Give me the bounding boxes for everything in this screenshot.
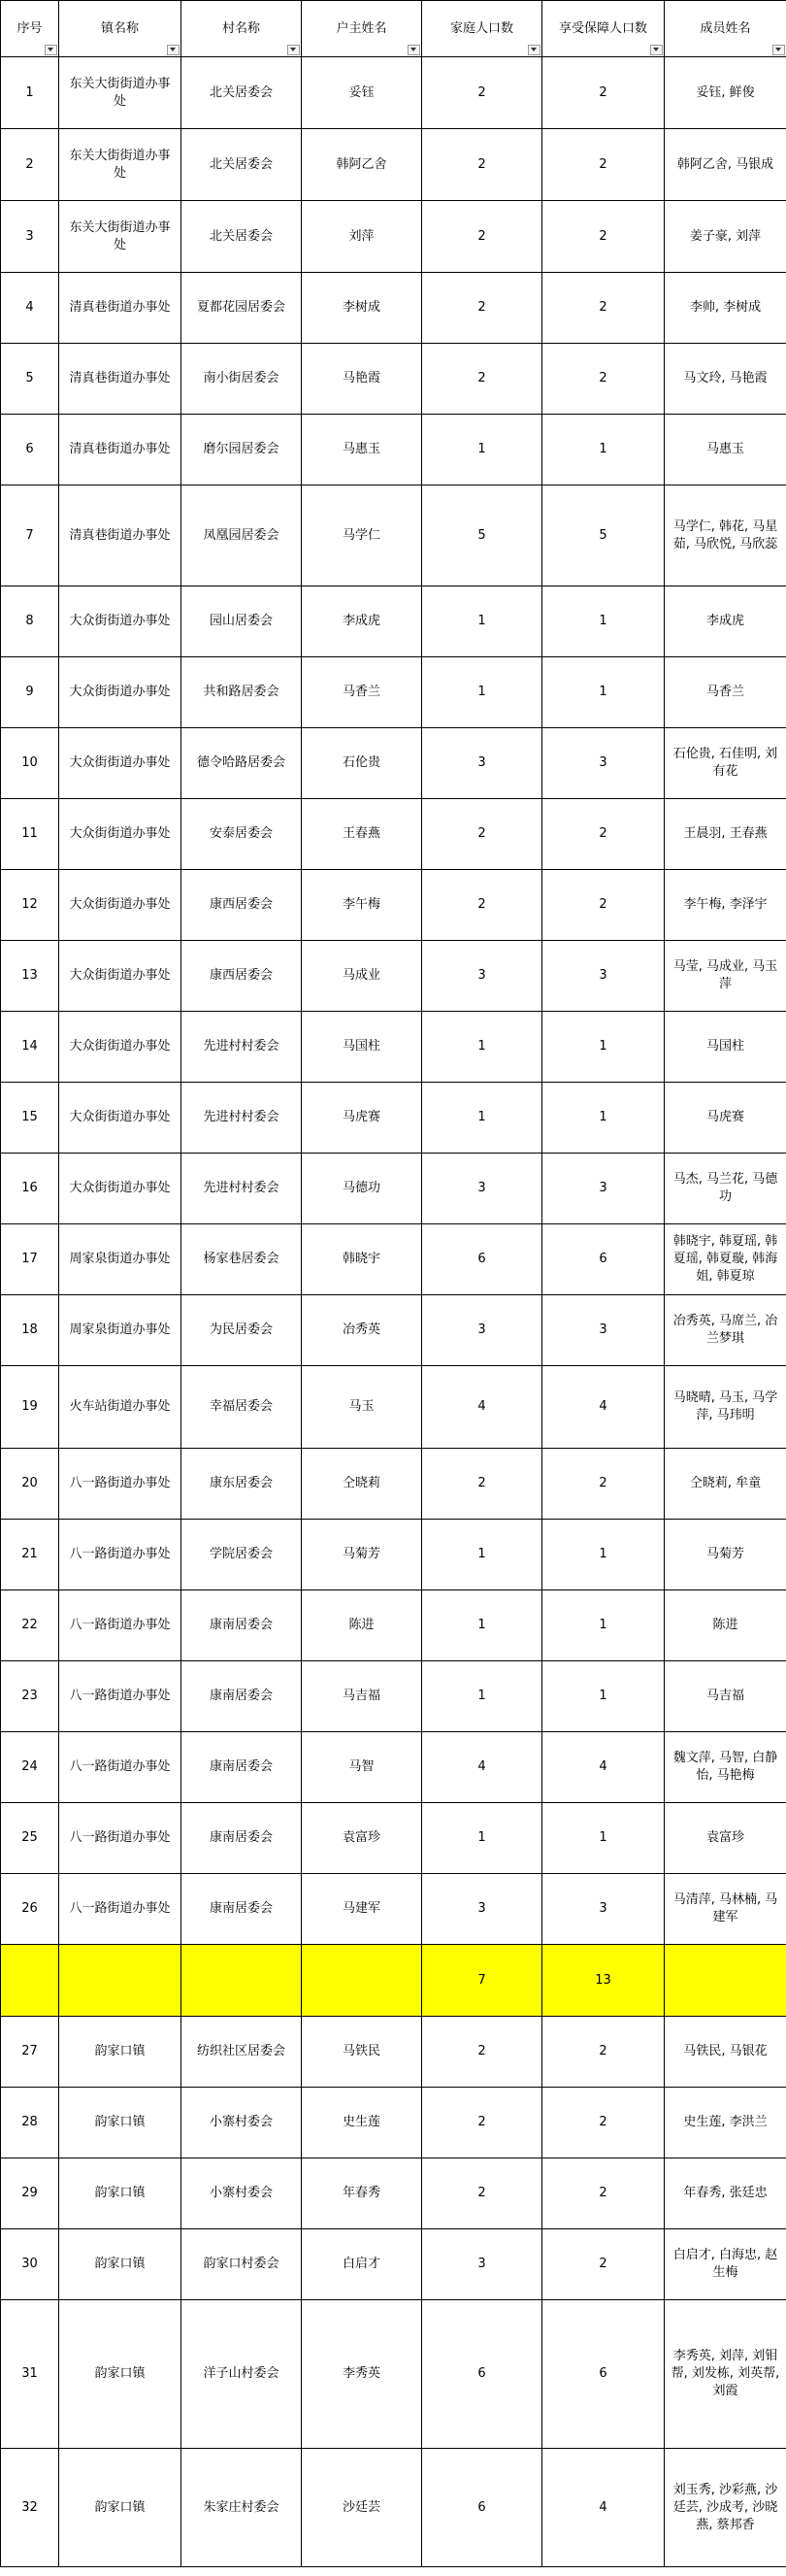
member-names[interactable]: 袁富珍: [665, 1803, 786, 1874]
row-number[interactable]: 18: [1, 1295, 59, 1366]
row-number[interactable]: 31: [1, 2300, 59, 2449]
family-size[interactable]: 2: [422, 870, 542, 941]
town-name[interactable]: 大众街街道办事处: [59, 1083, 181, 1154]
table-row: [1, 1520, 786, 1590]
covered-count[interactable]: 1: [542, 1083, 665, 1154]
filter-dropdown-icon[interactable]: [772, 45, 785, 55]
covered-count[interactable]: 2: [542, 344, 665, 415]
household-head[interactable]: 马智: [302, 1732, 422, 1803]
town-name[interactable]: 韵家口镇: [59, 2449, 181, 2567]
village-name[interactable]: 北关居委会: [181, 57, 302, 129]
member-names[interactable]: 石伦贵, 石佳明, 刘有花: [665, 728, 786, 799]
covered-count[interactable]: 2: [542, 2017, 665, 2088]
family-size[interactable]: 1: [422, 1520, 542, 1590]
row-number[interactable]: 27: [1, 2017, 59, 2088]
table-row: [1, 1224, 786, 1295]
member-names[interactable]: 魏文萍, 马智, 白静怡, 马艳梅: [665, 1732, 786, 1803]
member-names[interactable]: 年春秀, 张廷忠: [665, 2158, 786, 2229]
covered-count[interactable]: 5: [542, 485, 665, 586]
table-row: [1, 2449, 786, 2567]
village-name[interactable]: 先进村村委会: [181, 1083, 302, 1154]
row-number[interactable]: 22: [1, 1590, 59, 1661]
household-head[interactable]: 李树成: [302, 273, 422, 344]
table-row: [1, 799, 786, 870]
village-name[interactable]: 纺织社区居委会: [181, 2017, 302, 2088]
village-name[interactable]: 康南居委会: [181, 1874, 302, 1945]
town-name[interactable]: 清真巷街道办事处: [59, 273, 181, 344]
family-size[interactable]: 1: [422, 657, 542, 728]
row-number[interactable]: 16: [1, 1154, 59, 1224]
town-name[interactable]: 八一路街道办事处: [59, 1732, 181, 1803]
covered-count[interactable]: 1: [542, 1012, 665, 1083]
table-row: [1, 657, 786, 728]
row-number[interactable]: 1: [1, 57, 59, 129]
household-head[interactable]: 马国柱: [302, 1012, 422, 1083]
row-number[interactable]: 7: [1, 485, 59, 586]
row-number[interactable]: 25: [1, 1803, 59, 1874]
member-names[interactable]: 王晨羽, 王春燕: [665, 799, 786, 870]
header-family: 家庭人口数: [422, 1, 542, 57]
village-name[interactable]: 安泰居委会: [181, 799, 302, 870]
household-head[interactable]: 马铁民: [302, 2017, 422, 2088]
village-name[interactable]: 幸福居委会: [181, 1366, 302, 1449]
household-head[interactable]: 刘萍: [302, 201, 422, 273]
town-name[interactable]: 东关大街街道办事处: [59, 57, 181, 129]
household-head[interactable]: 史生莲: [302, 2088, 422, 2158]
village-name[interactable]: [181, 1945, 302, 2017]
table-row: [1, 586, 786, 657]
family-size[interactable]: 1: [422, 1590, 542, 1661]
table-row: [1, 1732, 786, 1803]
table-row: [1, 129, 786, 201]
member-names[interactable]: 马杰, 马兰花, 马德功: [665, 1154, 786, 1224]
town-name[interactable]: 韵家口镇: [59, 2088, 181, 2158]
covered-count[interactable]: 1: [542, 586, 665, 657]
family-size[interactable]: 2: [422, 201, 542, 273]
table-row: [1, 2088, 786, 2158]
town-name[interactable]: 清真巷街道办事处: [59, 485, 181, 586]
family-size[interactable]: 7: [422, 1945, 542, 2017]
village-name[interactable]: 北关居委会: [181, 201, 302, 273]
member-names[interactable]: 马晓晴, 马玉, 马学萍, 马玮明: [665, 1366, 786, 1449]
family-size[interactable]: 1: [422, 1803, 542, 1874]
member-names[interactable]: 史生莲, 李洪兰: [665, 2088, 786, 2158]
row-number[interactable]: 8: [1, 586, 59, 657]
village-name[interactable]: 先进村村委会: [181, 1154, 302, 1224]
town-name[interactable]: 大众街街道办事处: [59, 1154, 181, 1224]
family-size[interactable]: 2: [422, 57, 542, 129]
filter-dropdown-icon[interactable]: [528, 45, 540, 55]
town-name[interactable]: 大众街街道办事处: [59, 586, 181, 657]
table-row: [1, 485, 786, 586]
member-names[interactable]: 马清萍, 马林楠, 马建军: [665, 1874, 786, 1945]
member-names[interactable]: 妥钰, 鲜俊: [665, 57, 786, 129]
filter-dropdown-icon[interactable]: [167, 45, 180, 55]
covered-count[interactable]: 2: [542, 129, 665, 201]
household-head[interactable]: 石伦贵: [302, 728, 422, 799]
table-row: [1, 1295, 786, 1366]
member-names[interactable]: 李成虎: [665, 586, 786, 657]
village-name[interactable]: 南小街居委会: [181, 344, 302, 415]
family-size[interactable]: 6: [422, 2300, 542, 2449]
family-size[interactable]: 2: [422, 273, 542, 344]
member-names[interactable]: 马文玲, 马艳霞: [665, 344, 786, 415]
covered-count[interactable]: 2: [542, 2088, 665, 2158]
header-members: 成员姓名: [665, 1, 786, 57]
header-row: [1, 1, 786, 57]
row-number[interactable]: 4: [1, 273, 59, 344]
family-size[interactable]: 3: [422, 2229, 542, 2300]
covered-count[interactable]: 6: [542, 1224, 665, 1295]
household-head[interactable]: 马建军: [302, 1874, 422, 1945]
family-size[interactable]: 2: [422, 344, 542, 415]
family-size[interactable]: 2: [422, 129, 542, 201]
village-name[interactable]: 康南居委会: [181, 1732, 302, 1803]
table-row: [1, 1590, 786, 1661]
table-row: [1, 57, 786, 129]
row-number[interactable]: 5: [1, 344, 59, 415]
row-number[interactable]: 12: [1, 870, 59, 941]
covered-count[interactable]: 2: [542, 870, 665, 941]
filter-dropdown-icon[interactable]: [408, 45, 420, 55]
village-name[interactable]: 北关居委会: [181, 129, 302, 201]
table-row: [1, 941, 786, 1012]
town-name[interactable]: 八一路街道办事处: [59, 1661, 181, 1732]
row-number[interactable]: 26: [1, 1874, 59, 1945]
covered-count[interactable]: 2: [542, 2229, 665, 2300]
village-name[interactable]: 康东居委会: [181, 1449, 302, 1520]
family-size[interactable]: 2: [422, 799, 542, 870]
header-village: 村名称: [181, 1, 302, 57]
household-head[interactable]: 马玉: [302, 1366, 422, 1449]
covered-count[interactable]: 3: [542, 1154, 665, 1224]
header-head: 户主姓名: [302, 1, 422, 57]
row-number[interactable]: 6: [1, 415, 59, 485]
household-head[interactable]: 马惠玉: [302, 415, 422, 485]
town-name[interactable]: 八一路街道办事处: [59, 1803, 181, 1874]
town-name[interactable]: 八一路街道办事处: [59, 1449, 181, 1520]
table-row: [1, 2229, 786, 2300]
family-size[interactable]: 2: [422, 1449, 542, 1520]
town-name[interactable]: 大众街街道办事处: [59, 941, 181, 1012]
row-number[interactable]: 21: [1, 1520, 59, 1590]
table-row: [1, 2158, 786, 2229]
row-number[interactable]: 32: [1, 2449, 59, 2567]
town-name[interactable]: 韵家口镇: [59, 2017, 181, 2088]
table-row: [1, 1012, 786, 1083]
household-head[interactable]: 韩阿乙舍: [302, 129, 422, 201]
covered-count[interactable]: 1: [542, 1520, 665, 1590]
household-head[interactable]: 冶秀英: [302, 1295, 422, 1366]
village-name[interactable]: 康西居委会: [181, 941, 302, 1012]
row-number[interactable]: 14: [1, 1012, 59, 1083]
town-name[interactable]: 大众街街道办事处: [59, 870, 181, 941]
family-size[interactable]: 2: [422, 2158, 542, 2229]
family-size[interactable]: 3: [422, 1874, 542, 1945]
household-head[interactable]: 李成虎: [302, 586, 422, 657]
town-name[interactable]: 清真巷街道办事处: [59, 344, 181, 415]
row-number[interactable]: 30: [1, 2229, 59, 2300]
household-head[interactable]: 李秀英: [302, 2300, 422, 2449]
member-names[interactable]: 刘玉秀, 沙彩燕, 沙廷芸, 沙成考, 沙晓燕, 蔡邦香: [665, 2449, 786, 2567]
member-names[interactable]: 马虎赛: [665, 1083, 786, 1154]
member-names[interactable]: 李秀英, 刘萍, 刘钼帮, 刘发栋, 刘英帮, 刘霞: [665, 2300, 786, 2449]
village-name[interactable]: 学院居委会: [181, 1520, 302, 1590]
covered-count[interactable]: 1: [542, 1803, 665, 1874]
household-head[interactable]: 马德功: [302, 1154, 422, 1224]
member-names[interactable]: [665, 1945, 786, 2017]
row-number[interactable]: 2: [1, 129, 59, 201]
household-head[interactable]: 马成业: [302, 941, 422, 1012]
covered-count[interactable]: 1: [542, 415, 665, 485]
row-number[interactable]: 17: [1, 1224, 59, 1295]
covered-count[interactable]: 4: [542, 2449, 665, 2567]
covered-count[interactable]: 3: [542, 728, 665, 799]
village-name[interactable]: 康西居委会: [181, 870, 302, 941]
village-name[interactable]: 小寨村委会: [181, 2088, 302, 2158]
row-number[interactable]: 24: [1, 1732, 59, 1803]
subtotal-row: [1, 1945, 786, 2017]
member-names[interactable]: 马吉福: [665, 1661, 786, 1732]
table-row: [1, 415, 786, 485]
household-head[interactable]: 李午梅: [302, 870, 422, 941]
family-size[interactable]: 2: [422, 2017, 542, 2088]
household-head[interactable]: [302, 1945, 422, 2017]
household-head[interactable]: 马吉福: [302, 1661, 422, 1732]
household-head[interactable]: 年春秀: [302, 2158, 422, 2229]
family-size[interactable]: 6: [422, 2449, 542, 2567]
family-size[interactable]: 1: [422, 1012, 542, 1083]
row-number[interactable]: 10: [1, 728, 59, 799]
household-head[interactable]: 陈进: [302, 1590, 422, 1661]
filter-dropdown-icon[interactable]: [650, 45, 663, 55]
filter-dropdown-icon[interactable]: [287, 45, 300, 55]
row-number[interactable]: 20: [1, 1449, 59, 1520]
member-names[interactable]: 马惠玉: [665, 415, 786, 485]
town-name[interactable]: 清真巷街道办事处: [59, 415, 181, 485]
member-names[interactable]: 李午梅, 李泽宇: [665, 870, 786, 941]
table-row: [1, 273, 786, 344]
family-size[interactable]: 2: [422, 2088, 542, 2158]
covered-count[interactable]: 6: [542, 2300, 665, 2449]
village-name[interactable]: 凤凰园居委会: [181, 485, 302, 586]
member-names[interactable]: 李帅, 李树成: [665, 273, 786, 344]
town-name[interactable]: 大众街街道办事处: [59, 657, 181, 728]
table-row: [1, 1366, 786, 1449]
table-row: [1, 1449, 786, 1520]
header-town: 镇名称: [59, 1, 181, 57]
family-size[interactable]: 3: [422, 1154, 542, 1224]
town-name[interactable]: 东关大街街道办事处: [59, 129, 181, 201]
household-head[interactable]: 袁富珍: [302, 1803, 422, 1874]
covered-count[interactable]: 1: [542, 1661, 665, 1732]
town-name[interactable]: 火车站街道办事处: [59, 1366, 181, 1449]
town-name[interactable]: 东关大街街道办事处: [59, 201, 181, 273]
village-name[interactable]: 为民居委会: [181, 1295, 302, 1366]
table-row: [1, 2017, 786, 2088]
village-name[interactable]: 康南居委会: [181, 1590, 302, 1661]
town-name[interactable]: 大众街街道办事处: [59, 799, 181, 870]
town-name[interactable]: 八一路街道办事处: [59, 1590, 181, 1661]
row-number[interactable]: 15: [1, 1083, 59, 1154]
village-name[interactable]: 康南居委会: [181, 1803, 302, 1874]
member-names[interactable]: 马学仁, 韩花, 马星茹, 马欣悦, 马欣蕊: [665, 485, 786, 586]
village-name[interactable]: 园山居委会: [181, 586, 302, 657]
row-number[interactable]: [1, 1945, 59, 2017]
table-row: [1, 344, 786, 415]
member-names[interactable]: 姜子豪, 刘萍: [665, 201, 786, 273]
town-name[interactable]: 大众街街道办事处: [59, 728, 181, 799]
town-name[interactable]: 周家泉街道办事处: [59, 1224, 181, 1295]
covered-count[interactable]: 2: [542, 799, 665, 870]
covered-count[interactable]: 2: [542, 1449, 665, 1520]
village-name[interactable]: 韵家口村委会: [181, 2229, 302, 2300]
town-name[interactable]: 大众街街道办事处: [59, 1012, 181, 1083]
member-names[interactable]: 冶秀英, 马席兰, 冶兰梦琪: [665, 1295, 786, 1366]
covered-count[interactable]: 1: [542, 657, 665, 728]
covered-count[interactable]: 3: [542, 1295, 665, 1366]
covered-count[interactable]: 4: [542, 1732, 665, 1803]
table-row: [1, 2300, 786, 2449]
covered-count[interactable]: 2: [542, 273, 665, 344]
family-size[interactable]: 1: [422, 1083, 542, 1154]
family-size[interactable]: 5: [422, 485, 542, 586]
covered-count[interactable]: 2: [542, 201, 665, 273]
member-names[interactable]: 陈进: [665, 1590, 786, 1661]
member-names[interactable]: 马菊芳: [665, 1520, 786, 1590]
household-head[interactable]: 马学仁: [302, 485, 422, 586]
covered-count[interactable]: 2: [542, 2158, 665, 2229]
member-names[interactable]: 马铁民, 马银花: [665, 2017, 786, 2088]
household-head[interactable]: 王春燕: [302, 799, 422, 870]
table-row: [1, 201, 786, 273]
table-row: [1, 728, 786, 799]
covered-count[interactable]: 3: [542, 941, 665, 1012]
town-name[interactable]: 韵家口镇: [59, 2300, 181, 2449]
town-name[interactable]: 八一路街道办事处: [59, 1520, 181, 1590]
row-number[interactable]: 3: [1, 201, 59, 273]
village-name[interactable]: 先进村村委会: [181, 1012, 302, 1083]
village-name[interactable]: 小寨村委会: [181, 2158, 302, 2229]
member-names[interactable]: 白启才, 白海忠, 赵生梅: [665, 2229, 786, 2300]
household-head[interactable]: 马艳霞: [302, 344, 422, 415]
covered-count[interactable]: 2: [542, 57, 665, 129]
table-row: [1, 1803, 786, 1874]
household-head[interactable]: 马香兰: [302, 657, 422, 728]
village-name[interactable]: 洋子山村委会: [181, 2300, 302, 2449]
village-name[interactable]: 康南居委会: [181, 1661, 302, 1732]
village-name[interactable]: 德令哈路居委会: [181, 728, 302, 799]
household-head[interactable]: 韩晓宇: [302, 1224, 422, 1295]
row-number[interactable]: 28: [1, 2088, 59, 2158]
town-name[interactable]: 韵家口镇: [59, 2229, 181, 2300]
family-size[interactable]: 1: [422, 415, 542, 485]
row-number[interactable]: 29: [1, 2158, 59, 2229]
covered-count[interactable]: 4: [542, 1366, 665, 1449]
covered-count[interactable]: 1: [542, 1590, 665, 1661]
header-no: 序号: [1, 1, 59, 57]
household-head[interactable]: 白启才: [302, 2229, 422, 2300]
family-size[interactable]: 4: [422, 1732, 542, 1803]
village-name[interactable]: 杨家巷居委会: [181, 1224, 302, 1295]
filter-dropdown-icon[interactable]: [45, 45, 57, 55]
family-size[interactable]: 3: [422, 1295, 542, 1366]
family-size[interactable]: 4: [422, 1366, 542, 1449]
town-name[interactable]: 韵家口镇: [59, 2158, 181, 2229]
covered-count[interactable]: 3: [542, 1874, 665, 1945]
row-number[interactable]: 23: [1, 1661, 59, 1732]
family-size[interactable]: 1: [422, 1661, 542, 1732]
row-number[interactable]: 19: [1, 1366, 59, 1449]
covered-count[interactable]: 13: [542, 1945, 665, 2017]
table-row: [1, 1154, 786, 1224]
family-size[interactable]: 3: [422, 728, 542, 799]
row-number[interactable]: 11: [1, 799, 59, 870]
household-head[interactable]: 妥钰: [302, 57, 422, 129]
village-name[interactable]: 朱家庄村委会: [181, 2449, 302, 2567]
town-name[interactable]: 八一路街道办事处: [59, 1874, 181, 1945]
household-head[interactable]: 沙廷芸: [302, 2449, 422, 2567]
member-names[interactable]: 韩晓宇, 韩夏瑶, 韩夏瑶, 韩夏璇, 韩海姐, 韩夏琼: [665, 1224, 786, 1295]
table-row: [1, 870, 786, 941]
table-row: [1, 1874, 786, 1945]
member-names[interactable]: 仝晓莉, 牟童: [665, 1449, 786, 1520]
table-row: [1, 1083, 786, 1154]
table-row: [1, 1661, 786, 1732]
town-name[interactable]: 周家泉街道办事处: [59, 1295, 181, 1366]
family-size[interactable]: 3: [422, 941, 542, 1012]
family-size[interactable]: 6: [422, 1224, 542, 1295]
town-name[interactable]: [59, 1945, 181, 2017]
member-names[interactable]: 马香兰: [665, 657, 786, 728]
family-size[interactable]: 1: [422, 586, 542, 657]
row-number[interactable]: 13: [1, 941, 59, 1012]
village-name[interactable]: 共和路居委会: [181, 657, 302, 728]
header-covered: 享受保障人口数: [542, 1, 665, 57]
household-head[interactable]: 马虎赛: [302, 1083, 422, 1154]
household-head[interactable]: 仝晓莉: [302, 1449, 422, 1520]
member-names[interactable]: 韩阿乙舍, 马银成: [665, 129, 786, 201]
village-name[interactable]: 磨尔园居委会: [181, 415, 302, 485]
row-number[interactable]: 9: [1, 657, 59, 728]
household-head[interactable]: 马菊芳: [302, 1520, 422, 1590]
member-names[interactable]: 马国柱: [665, 1012, 786, 1083]
village-name[interactable]: 夏都花园居委会: [181, 273, 302, 344]
member-names[interactable]: 马莹, 马成业, 马玉萍: [665, 941, 786, 1012]
